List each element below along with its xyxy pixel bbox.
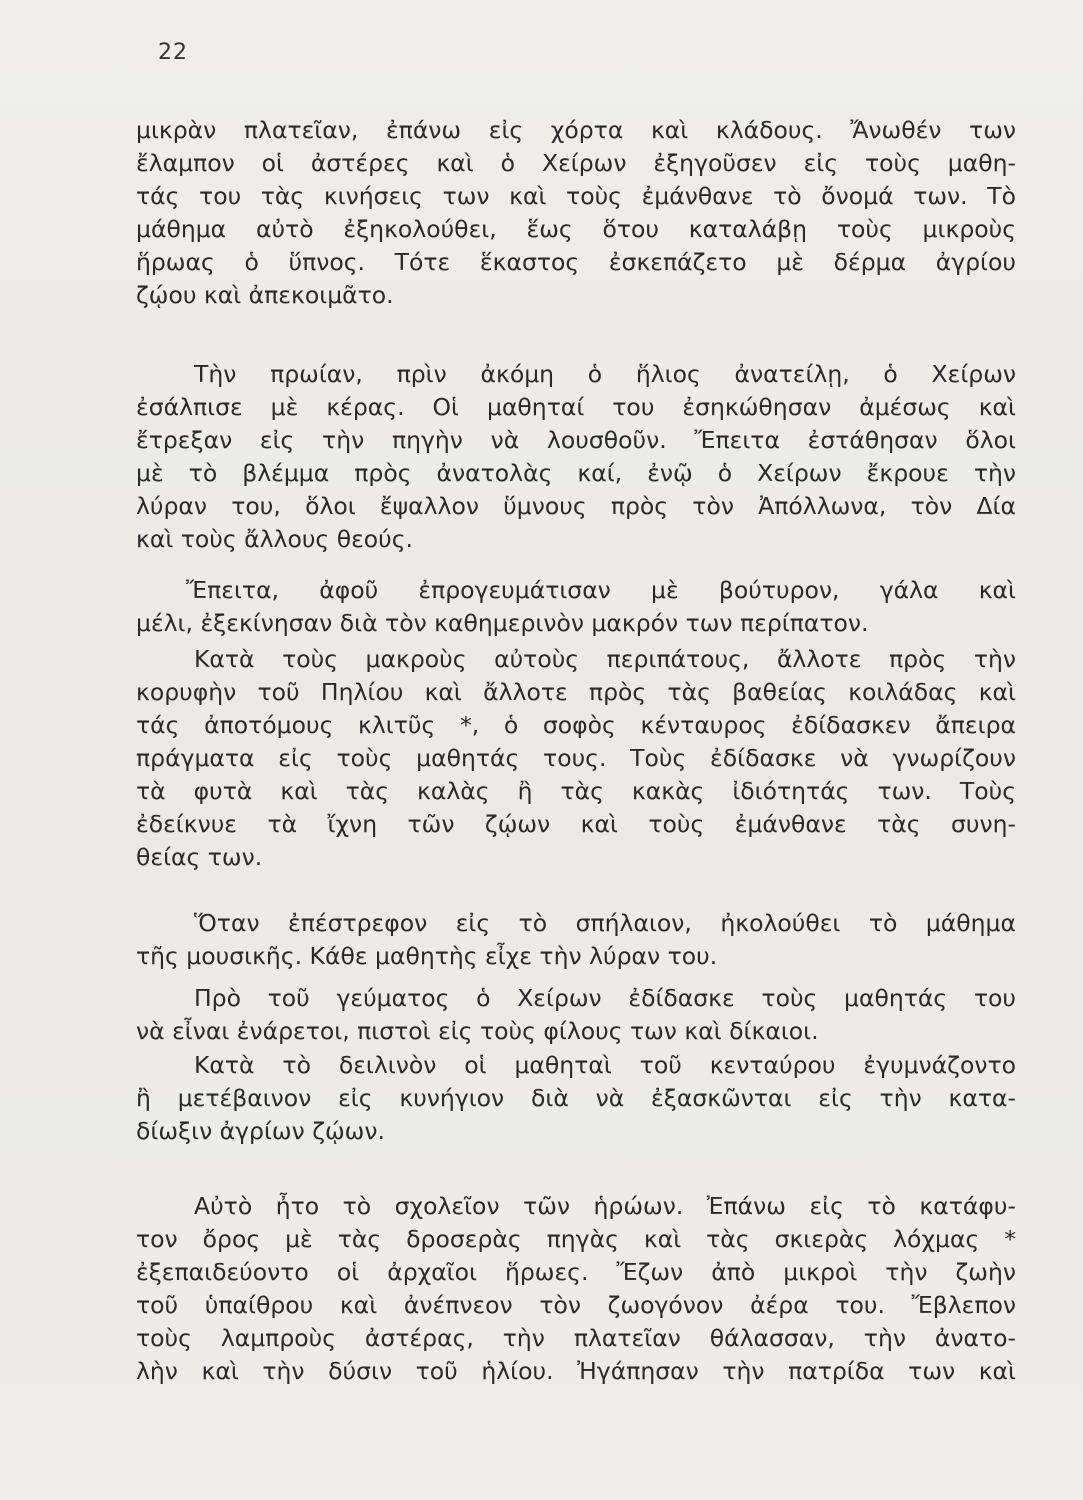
text-line: μέλι, ἐξεκίνησαν διὰ τὸν καθημερινὸν μακρόν των περίπατον. [136, 609, 869, 637]
text-line: ζῴου καὶ ἀπεκοιμᾶτο. [136, 281, 394, 309]
text-line: τοῦ ὑπαίθρου καὶ ἀνέπνεον τὸν ζωογόνον ἀέρα του. Ἔβλεπον [136, 1291, 1016, 1319]
text-line: τῆς μουσικῆς. Κάθε μαθητὴς εἶχε τὴν λύραν του. [136, 942, 718, 970]
text-line: Ἔπειτα, ἀφοῦ ἐπρογευμάτισαν μὲ βούτυρον, γάλα καὶ [186, 576, 1016, 604]
paragraph-8 [136, 1190, 1016, 1388]
text-line: Κατὰ τὸ δειλινὸν οἱ μαθηταὶ τοῦ κενταύρου ἐγυμνάζοντο [194, 1051, 1016, 1079]
text-line: ἥρωας ὁ ὕπνος. Τότε ἕκαστος ἐσκεπάζετο μὲ δέρμα ἀγρίου [136, 248, 1016, 276]
page-number: 22 [158, 40, 188, 65]
text-line: θείας των. [136, 843, 263, 871]
text-line: πράγματα εἰς τοὺς μαθητάς τους. Τοὺς ἐδίδασκε νὰ γνωρίζουν [136, 744, 1016, 772]
text-line: ἐξεπαιδεύοντο οἱ ἀρχαῖοι ἥρωες. Ἔζων ἀπὸ μικροὶ τὴν ζωὴν [136, 1258, 1016, 1286]
text-line: Αὐτὸ ἦτο τὸ σχολεῖον τῶν ἡρώων. Ἐπάνω εἰς τὸ κατάφυ- [194, 1192, 1016, 1220]
text-line: Τὴν πρωίαν, πρὶν ἀκόμη ὁ ἥλιος ἀνατείλῃ, ὁ Χείρων [194, 360, 1016, 388]
text-line: ἔλαμπον οἱ ἀστέρες καὶ ὁ Χείρων ἐξηγοῦσεν εἰς τοὺς μαθη- [136, 149, 1016, 177]
text-line: ἔτρεξαν εἰς τὴν πηγὴν νὰ λουσθοῦν. Ἔπειτα ἐστάθησαν ὅλοι [136, 426, 1016, 454]
text-line: μὲ τὸ βλέμμα πρὸς ἀνατολὰς καί, ἐνῷ ὁ Χείρων ἔκρουε τὴν [136, 459, 1016, 487]
text-line: λύραν του, ὅλοι ἔψαλλον ὕμνους πρὸς τὸν Ἀπόλλωνα, τὸν Δία [136, 492, 1016, 520]
text-line: δίωξιν ἀγρίων ζῴων. [136, 1117, 385, 1145]
text-line: Κατὰ τοὺς μακροὺς αὐτοὺς περιπάτους, ἄλλοτε πρὸς τὴν [194, 645, 1016, 673]
paragraph-6 [136, 982, 1016, 1048]
paragraph-2 [136, 358, 1016, 556]
paragraph-7 [136, 1049, 1016, 1148]
paragraph-3 [136, 574, 1016, 640]
text-line: ἐσάλπισε μὲ κέρας. Οἱ μαθηταί του ἐσηκώθησαν ἀμέσως καὶ [136, 393, 1016, 421]
text-line: τὰ φυτὰ καὶ τὰς καλὰς ἢ τὰς κακὰς ἰδιότητάς των. Τοὺς [136, 777, 1016, 805]
text-line: Ὅταν ἐπέστρεφον εἰς τὸ σπήλαιον, ἠκολούθει τὸ μάθημα [194, 909, 1016, 937]
text-line: μάθημα αὐτὸ ἐξηκολούθει, ἕως ὅτου καταλάβῃ τοὺς μικροὺς [136, 215, 1016, 243]
text-line: μικρὰν πλατεῖαν, ἐπάνω εἰς χόρτα καὶ κλάδους. Ἄνωθέν των [136, 116, 1016, 144]
paragraph-5 [136, 907, 1016, 973]
text-line: τοὺς λαμπροὺς ἀστέρας, τὴν πλατεῖαν θάλασσαν, τὴν ἀνατο- [136, 1324, 1016, 1352]
text-line: τάς ἀποτόμους κλιτῦς *, ὁ σοφὸς κένταυρος ἐδίδασκεν ἄπειρα [136, 711, 1016, 739]
text-line: ἢ μετέβαινον εἰς κυνήγιον διὰ νὰ ἐξασκῶνται εἰς τὴν κατα- [136, 1084, 1016, 1112]
paragraph-1 [136, 114, 1016, 312]
text-line: κορυφὴν τοῦ Πηλίου καὶ ἄλλοτε πρὸς τὰς βαθείας κοιλάδας καὶ [136, 678, 1016, 706]
text-line: λὴν καὶ τὴν δύσιν τοῦ ἡλίου. Ἠγάπησαν τὴν πατρίδα των καὶ [136, 1357, 1016, 1385]
text-line: τον ὄρος μὲ τὰς δροσερὰς πηγὰς καὶ τὰς σκιερὰς λόχμας * [136, 1225, 1016, 1253]
text-line: καὶ τοὺς ἄλλους θεούς. [136, 525, 414, 553]
text-line: ἐδείκνυε τὰ ἴχνη τῶν ζῴων καὶ τοὺς ἐμάνθανε τὰς συνη- [136, 810, 1016, 838]
text-line: Πρὸ τοῦ γεύματος ὁ Χείρων ἐδίδασκε τοὺς μαθητάς του [194, 984, 1016, 1012]
text-line: νὰ εἶναι ἐνάρετοι, πιστοὶ εἰς τοὺς φίλους των καὶ δίκαιοι. [136, 1017, 819, 1045]
text-line: τάς του τὰς κινήσεις των καὶ τοὺς ἐμάνθανε τὸ ὄνομά των. Τὸ [136, 182, 1016, 210]
paragraph-4 [136, 643, 1016, 874]
